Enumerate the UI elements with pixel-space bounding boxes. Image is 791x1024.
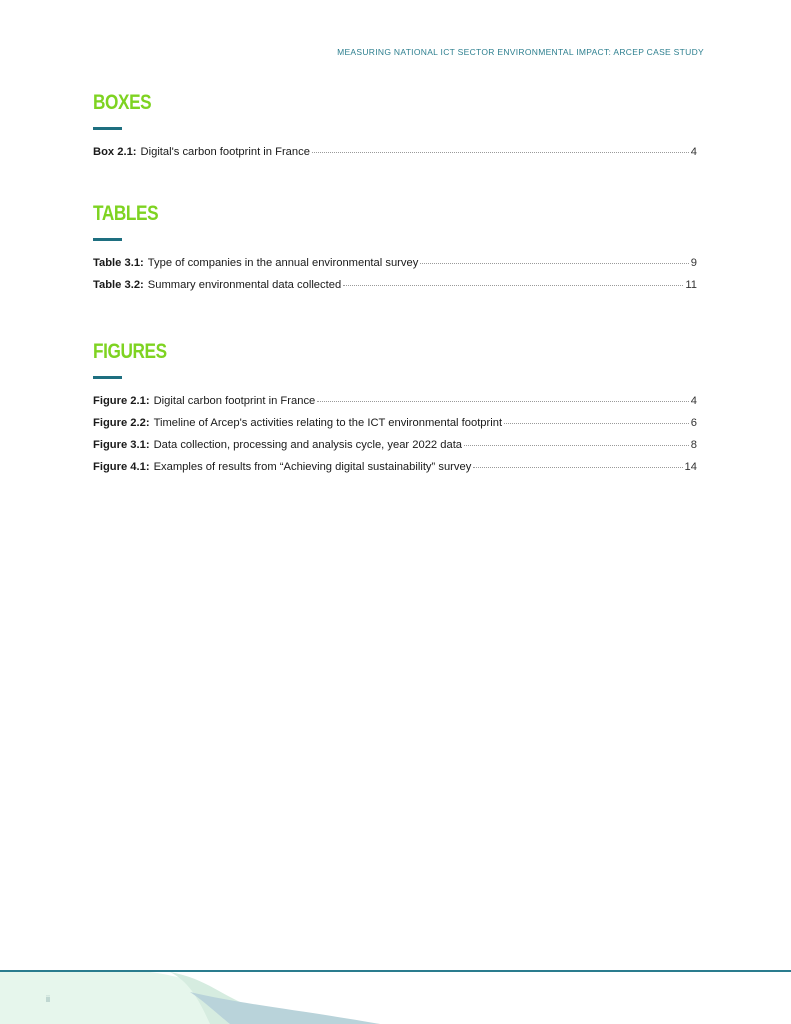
entry-page: 14 bbox=[684, 461, 697, 473]
toc-entry[interactable] bbox=[93, 417, 697, 439]
entry-label: Figure 3.1: bbox=[93, 439, 150, 451]
toc-entry[interactable] bbox=[93, 146, 697, 168]
entry-page: 4 bbox=[690, 395, 697, 407]
entry-title: Digital carbon footprint in France bbox=[153, 395, 316, 407]
tables-section bbox=[93, 202, 697, 301]
dot-leader bbox=[464, 445, 689, 446]
toc-entry[interactable] bbox=[93, 257, 697, 279]
dot-leader bbox=[317, 401, 689, 402]
entry-title: Digital's carbon footprint in France bbox=[140, 146, 310, 158]
toc-entry[interactable] bbox=[93, 395, 697, 417]
entry-page: 11 bbox=[685, 279, 697, 291]
dot-leader bbox=[504, 423, 689, 424]
entry-title: Type of companies in the annual environmental survey bbox=[147, 257, 419, 269]
entry-label: Table 3.1: bbox=[93, 257, 144, 269]
entry-page: 9 bbox=[690, 257, 697, 269]
entry-label: Table 3.2: bbox=[93, 279, 144, 291]
entry-label: Box 2.1: bbox=[93, 146, 137, 158]
entry-page: 4 bbox=[690, 146, 697, 158]
heading-rule bbox=[93, 376, 122, 379]
page-number: ii bbox=[46, 994, 50, 1004]
dot-leader bbox=[343, 285, 683, 286]
heading-rule bbox=[93, 127, 122, 130]
entry-label: Figure 2.2: bbox=[93, 417, 150, 429]
dot-leader bbox=[420, 263, 688, 264]
running-header: MEASURING NATIONAL ICT SECTOR ENVIRONMENTAL IMPACT: ARCEP CASE STUDY bbox=[337, 47, 704, 57]
entry-label: Figure 4.1: bbox=[93, 461, 150, 473]
heading-rule bbox=[93, 238, 122, 241]
dot-leader bbox=[473, 467, 682, 468]
entry-title: Data collection, processing and analysis cycle, year 2022 data bbox=[153, 439, 463, 451]
figures-section bbox=[93, 340, 697, 483]
section-heading-boxes: BOXES bbox=[93, 91, 152, 114]
entry-page: 6 bbox=[690, 417, 697, 429]
section-heading-figures: FIGURES bbox=[93, 340, 167, 363]
entry-title: Timeline of Arcep's activities relating to the ICT environmental footprint bbox=[153, 417, 503, 429]
toc-entry[interactable] bbox=[93, 461, 697, 483]
toc-entry[interactable] bbox=[93, 279, 697, 301]
dot-leader bbox=[312, 152, 689, 153]
toc-entry[interactable] bbox=[93, 439, 697, 461]
entry-page: 8 bbox=[690, 439, 697, 451]
footer-wave-decoration bbox=[0, 972, 791, 1024]
entry-title: Summary environmental data collected bbox=[147, 279, 342, 291]
entry-label: Figure 2.1: bbox=[93, 395, 150, 407]
section-heading-tables: TABLES bbox=[93, 202, 159, 225]
boxes-section bbox=[93, 91, 697, 168]
entry-title: Examples of results from “Achieving digital sustainability” survey bbox=[153, 461, 472, 473]
